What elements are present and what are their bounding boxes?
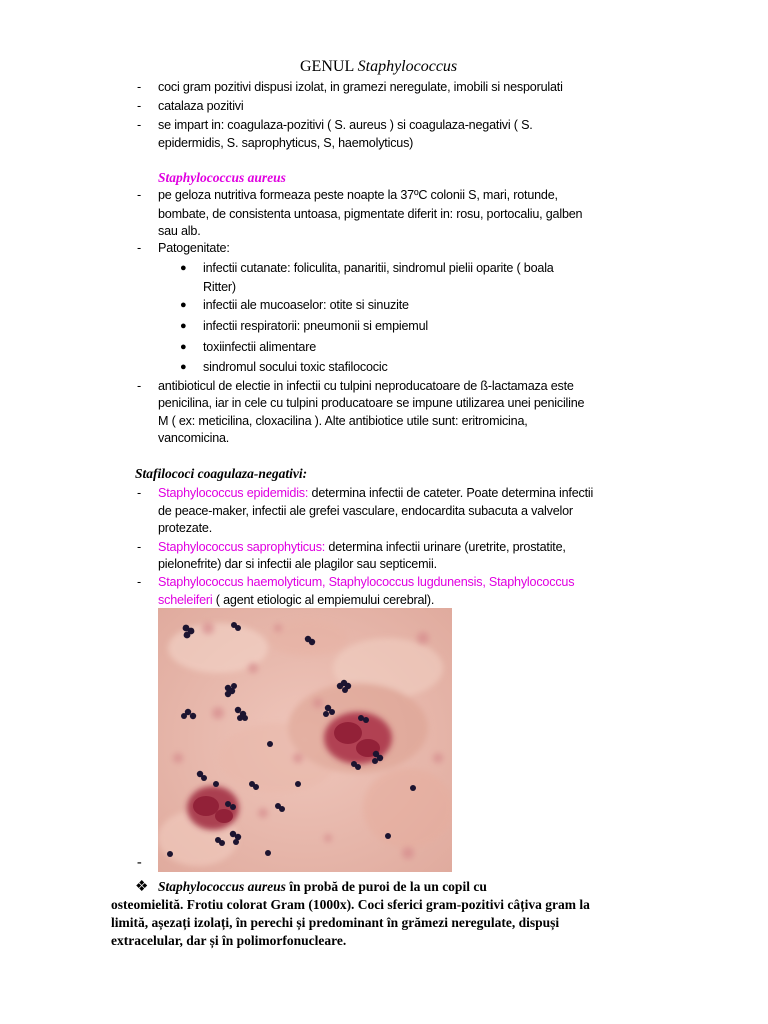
dash-marker: - [137, 80, 141, 94]
caption-line [158, 879, 487, 895]
pathogenicity-item: infectii cutanate: foliculita, panaritii, sindromul pielii oparite ( boala [203, 261, 554, 275]
caption-line: osteomielită. Frotiu colorat Gram (1000x). Coci sferici gram-pozitivi câțiva gram la [111, 897, 590, 912]
aureus-heading: Staphylococcus aureus [158, 170, 286, 185]
diamond-bullet-icon: ❖ [135, 879, 149, 895]
colonies-line: bombate, de consistenta untoasa, pigmentate diferit in: rosu, portocaliu, galben [158, 207, 583, 221]
other-species-text: ( agent etiologic al empiemului cerebral). [212, 593, 435, 607]
pathogenicity-item: Ritter) [203, 280, 236, 294]
dash-marker: - [137, 486, 141, 500]
epidermidis-line [158, 486, 593, 500]
intro-line: se impart in: coagulaza-pozitivi ( S. aureus ) si coagulaza-negativi ( S. [158, 118, 533, 132]
page-title [300, 58, 457, 76]
antibiotics-line: vancomicina. [158, 431, 230, 445]
antibiotics-line: antibioticul de electie in infectii cu tulpini neproducatoare de ß-lactamaza este [158, 379, 574, 393]
saprophyticus-line [158, 540, 566, 554]
bullet-dot-icon: ● [180, 320, 187, 332]
bullet-dot-icon: ● [180, 262, 187, 274]
other-species-line [158, 593, 434, 607]
bullet-dot-icon: ● [180, 361, 187, 373]
micrograph-image [158, 608, 452, 872]
dash-marker: - [137, 241, 141, 255]
species-name-scheleiferi: scheleiferi [158, 593, 213, 607]
dash-marker: - [137, 379, 141, 393]
other-species-names: Staphylococcus haemolyticum, Staphylococcus lugdunensis, Staphylococcus [158, 575, 575, 589]
bullet-dot-icon: ● [180, 299, 187, 311]
title-genus: Staphylococcus [357, 58, 458, 75]
bullet-dot-icon: ● [180, 341, 187, 353]
gram-stain-micrograph [158, 608, 452, 872]
pathogenicity-item: infectii respiratorii: pneumonii si empiemul [203, 319, 428, 333]
cns-heading: Stafilococi coagulaza-negativi: [135, 466, 308, 481]
stray-dash: - [137, 855, 142, 870]
caption-text: în probă de puroi de la un copil cu [285, 879, 487, 894]
pathogenicity-item: infectii ale mucoaselor: otite si sinuzite [203, 298, 409, 312]
dash-marker: - [137, 188, 141, 202]
intro-line: catalaza pozitivi [158, 99, 244, 113]
pathogenicity-item: toxiinfectii alimentare [203, 340, 316, 354]
saprophyticus-text: determina infectii urinare (uretrite, prostatite, [325, 540, 566, 554]
epidermidis-line: protezate. [158, 521, 213, 535]
intro-line: epidermidis, S. saprophyticus, S, haemolyticus) [158, 136, 414, 150]
epidermidis-text: determina infectii de cateter. Poate determina infectii [308, 486, 594, 500]
dash-marker: - [137, 118, 141, 132]
species-name-epidermidis: Staphylococcus epidemidis: [158, 486, 309, 500]
species-name-saprophyticus: Staphylococcus saprophyticus: [158, 540, 326, 554]
epidermidis-line: de peace-maker, infectii ale grefei vasculare, endocardita subacuta a valvelor [158, 504, 573, 518]
antibiotics-line: M ( ex: meticilina, cloxacilina ). Alte antibiotice utile sunt: eritromicina, [158, 414, 528, 428]
pathogenicity-item: sindromul socului toxic stafilococic [203, 360, 388, 374]
antibiotics-line: penicilina, iar in cele cu tulpini producatoare se impune utilizarea unei peniciline [158, 396, 585, 410]
caption-line: limită, așezați izolați, în perechi și predominant în grămezi neregulate, dispuși [111, 915, 560, 930]
colonies-line: sau alb. [158, 224, 201, 238]
dash-marker: - [137, 540, 141, 554]
dash-marker: - [137, 575, 141, 589]
caption-line: extracelular, dar și în polimorfonucleare. [111, 933, 347, 948]
caption-species: Staphylococcus aureus [158, 879, 286, 894]
title-prefix: GENUL [300, 58, 354, 75]
colonies-line: pe geloza nutritiva formeaza peste noapte la 37ºC colonii S, mari, rotunde, [158, 188, 558, 202]
dash-marker: - [137, 99, 141, 113]
intro-line: coci gram pozitivi dispusi izolat, in gramezi neregulate, imobili si nesporulati [158, 80, 563, 94]
pathogenicity-label: Patogenitate: [158, 241, 230, 255]
saprophyticus-line: pielonefrite) dar si infectii ale plagilor sau septicemii. [158, 557, 437, 571]
